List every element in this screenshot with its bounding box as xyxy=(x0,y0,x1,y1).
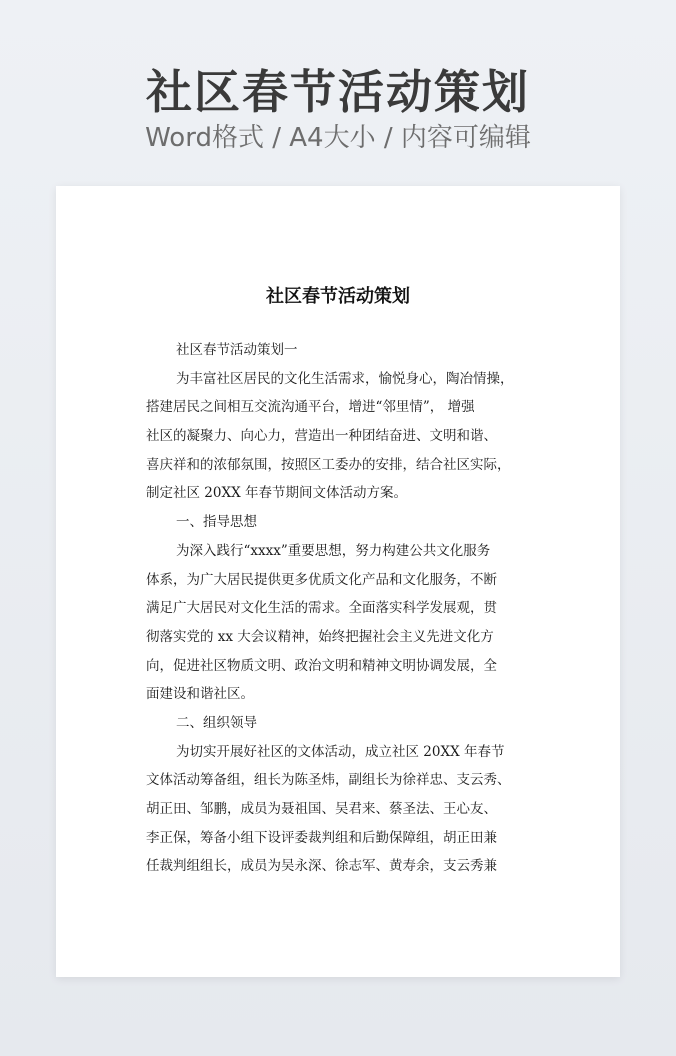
paragraph-line: 社区的凝聚力、向心力，营造出一种团结奋进、文明和谐、 xyxy=(146,428,497,445)
section-heading: 二、组织领导 xyxy=(176,714,257,731)
paragraph-line: 社区春节活动策划一 xyxy=(176,342,298,358)
paragraph-line: 面建设和谐社区。 xyxy=(146,686,254,703)
paragraph-line: 为深入践行“xxxx”重要思想，努力构建公共文化服务 xyxy=(176,542,491,559)
paragraph-line: 体系，为广大居民提供更多优质文化产品和文化服务，不断 xyxy=(146,571,497,588)
header-title: 社区春节活动策划 xyxy=(146,65,530,119)
paragraph-line: 搭建居民之间相互交流沟通平台，增进“邻里情”， 增强 xyxy=(146,399,475,416)
paragraph-line: 为丰富社区居民的文化生活需求，愉悦身心，陶冶情操， xyxy=(176,370,514,387)
paragraph-line: 为切实开展好社区的文体活动，成立社区 20XX 年春节 xyxy=(176,743,505,760)
document-title: 社区春节活动策划 xyxy=(266,286,410,307)
document-body xyxy=(146,336,536,881)
paragraph-line: 制定社区 20XX 年春节期间文体活动方案。 xyxy=(146,485,407,502)
paragraph-line: 喜庆祥和的浓郁氛围，按照区工委办的安排，结合社区实际， xyxy=(146,456,511,473)
paragraph-line: 彻落实党的 xx 大会议精神，始终把握社会主义先进文化方 xyxy=(146,628,494,645)
paragraph-line: 向，促进社区物质文明、政治文明和精神文明协调发展，全 xyxy=(146,657,497,674)
section-heading: 一、指导思想 xyxy=(176,514,257,531)
paragraph-line: 文体活动筹备组，组长为陈圣炜，副组长为徐祥忠、支云秀、 xyxy=(146,772,511,789)
paragraph-line: 任裁判组组长，成员为吴永深、徐志军、黄寿余，支云秀兼 xyxy=(146,858,497,875)
paragraph-line: 胡正田、邹鹏，成员为聂祖国、吴君来、蔡圣法、王心友、 xyxy=(146,801,497,817)
document-page xyxy=(56,186,620,977)
header-subtitle: Word格式 / A4大小 / 内容可编辑 xyxy=(145,123,531,153)
paragraph-line: 李正保，筹备小组下设评委裁判组和后勤保障组，胡正田兼 xyxy=(146,829,497,846)
paragraph-line: 满足广大居民对文化生活的需求。全面落实科学发展观，贯 xyxy=(146,600,497,617)
